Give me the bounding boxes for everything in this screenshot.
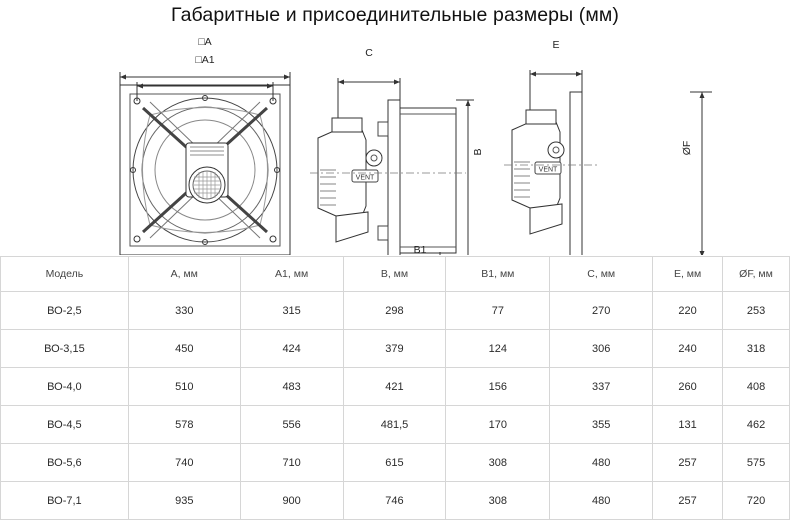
cell-f: 575 [723,444,790,482]
column-header-a: A, мм [128,257,240,292]
cell-a1: 315 [240,292,343,330]
cell-a: 450 [128,330,240,368]
column-header-b1: B1, мм [446,257,550,292]
cell-b: 746 [343,482,446,520]
cell-e: 240 [653,330,723,368]
table-row [1,482,790,520]
cell-b: 298 [343,292,446,330]
column-header-a1: A1, мм [240,257,343,292]
dimension-drawings [0,30,790,255]
column-header-c: C, мм [550,257,653,292]
cell-a: 935 [128,482,240,520]
cell-e: 131 [653,406,723,444]
cell-c: 480 [550,444,653,482]
cell-b1: 308 [446,482,550,520]
label-C: C [365,47,373,59]
cell-model: ВО-2,5 [1,292,129,330]
table-row [1,292,790,330]
cell-b: 615 [343,444,446,482]
cell-c: 480 [550,482,653,520]
brand-label-rear: VENT [538,166,558,174]
label-B: B [472,148,484,156]
cell-b1: 124 [446,330,550,368]
cell-a1: 424 [240,330,343,368]
cell-a: 740 [128,444,240,482]
cell-c: 306 [550,330,653,368]
cell-e: 257 [653,482,723,520]
label-E: E [552,39,560,51]
cell-a: 510 [128,368,240,406]
cell-a1: 483 [240,368,343,406]
column-header-e: E, мм [653,257,723,292]
cell-a1: 556 [240,406,343,444]
column-header-f: ØF, мм [723,257,790,292]
cell-f: 253 [723,292,790,330]
page-title: Габаритные и присоединительные размеры (мм) [171,4,619,26]
cell-model: ВО-4,0 [1,368,129,406]
cell-b1: 170 [446,406,550,444]
cell-a: 330 [128,292,240,330]
cell-e: 260 [653,368,723,406]
cell-f: 408 [723,368,790,406]
cell-f: 720 [723,482,790,520]
cell-b: 481,5 [343,406,446,444]
cell-b1: 156 [446,368,550,406]
cell-a1: 710 [240,444,343,482]
cell-model: ВО-5,6 [1,444,129,482]
cell-f: 318 [723,330,790,368]
dimensions-table [0,256,790,520]
cell-e: 257 [653,444,723,482]
table-row [1,444,790,482]
column-header-b: B, мм [343,257,446,292]
cell-f: 462 [723,406,790,444]
cell-b: 421 [343,368,446,406]
cell-c: 355 [550,406,653,444]
table-row [1,368,790,406]
table-row [1,330,790,368]
label-F: ØF [681,140,693,156]
label-A: □A [198,36,212,48]
rear-view [504,70,712,255]
table-header-row [1,257,790,292]
cell-model: ВО-4,5 [1,406,129,444]
cell-a: 578 [128,406,240,444]
cell-model: ВО-7,1 [1,482,129,520]
label-A1: □A1 [195,54,215,66]
cell-e: 220 [653,292,723,330]
label-B1: B1 [413,244,427,255]
front-view [120,72,290,255]
cell-c: 270 [550,292,653,330]
brand-label-side: VENT [355,174,375,182]
cell-b1: 308 [446,444,550,482]
side-view [310,78,474,255]
cell-a1: 900 [240,482,343,520]
cell-model: ВО-3,15 [1,330,129,368]
column-header-model: Модель [1,257,129,292]
cell-b: 379 [343,330,446,368]
table-row [1,406,790,444]
cell-c: 337 [550,368,653,406]
cell-b1: 77 [446,292,550,330]
